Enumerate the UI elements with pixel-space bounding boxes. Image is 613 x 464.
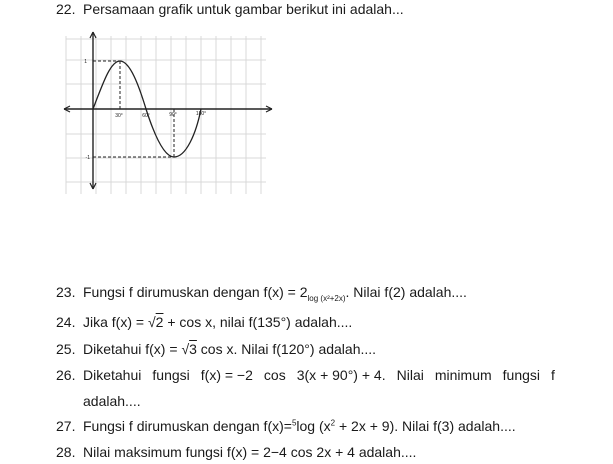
- question-text-post: cos x. Nilai f(120°) adalah....: [196, 341, 377, 357]
- question-number: 26.: [56, 367, 76, 383]
- word: f(x) = −2: [200, 367, 253, 383]
- question-text-pre: Fungsi f dirumuskan dengan f(x)=: [83, 418, 292, 434]
- question-number: 27.: [56, 418, 76, 434]
- word: Nilai: [396, 367, 424, 383]
- x-label-30: 30°: [115, 113, 123, 119]
- question-number: 23.: [56, 284, 76, 300]
- question-24: [56, 313, 352, 331]
- question-text-pre: Diketahui f(x) =: [83, 341, 182, 357]
- question-number: 25.: [56, 341, 76, 357]
- subscript-log: log (x²+2x): [307, 293, 346, 303]
- sqrt-symbol: √: [147, 314, 156, 330]
- question-22: [56, 0, 404, 18]
- word: f: [551, 367, 555, 383]
- log-base: 5: [291, 418, 297, 428]
- question-25: [56, 340, 376, 358]
- question-text-pre: Fungsi f dirumuskan dengan f(x) = 2: [83, 284, 308, 300]
- question-number: 22.: [56, 1, 76, 17]
- word: minimum: [434, 367, 492, 383]
- y-label-1: 1: [84, 59, 87, 65]
- y-label-neg1: -1: [85, 155, 90, 161]
- question-text-post: . Nilai f(2) adalah....: [345, 284, 467, 300]
- question-text-post: + cos x, nilai f(135°) adalah....: [163, 314, 353, 330]
- question-26-number: [56, 366, 83, 384]
- word: fungsi: [502, 367, 541, 383]
- question-text-post: + 2x + 9). Nilai f(3) adalah....: [335, 418, 516, 434]
- sqrt-value: 2: [155, 314, 164, 330]
- question-28: [56, 443, 416, 461]
- question-27: [56, 417, 516, 435]
- sqrt-value: 3: [189, 341, 197, 357]
- x-label-180: 180°: [195, 111, 207, 117]
- sine-graph: [56, 24, 276, 196]
- question-text: Persamaan grafik untuk gambar berikut ini adalah...: [83, 1, 404, 17]
- question-26-text: [83, 366, 555, 384]
- question-text: Nilai maksimum fungsi f(x) = 2−4 cos 2x + 4 adalah....: [83, 444, 417, 460]
- x-label-60: 60°: [142, 113, 150, 119]
- question-text-mid: log (x: [296, 418, 331, 434]
- question-text-pre: Jika f(x) =: [83, 314, 148, 330]
- question-text: adalah....: [83, 393, 141, 409]
- x-label-90: 90°: [169, 112, 177, 118]
- question-number: 28.: [56, 444, 76, 460]
- question-26-continuation: [83, 392, 141, 410]
- exponent: 2: [330, 418, 336, 428]
- word: fungsi: [152, 367, 190, 383]
- word: cos: [263, 367, 286, 383]
- question-number: 24.: [56, 314, 76, 330]
- sqrt-symbol: √: [181, 341, 190, 357]
- word: 3(x + 90°) + 4.: [296, 367, 386, 383]
- word: Diketahui: [83, 367, 142, 383]
- question-23: [56, 283, 467, 301]
